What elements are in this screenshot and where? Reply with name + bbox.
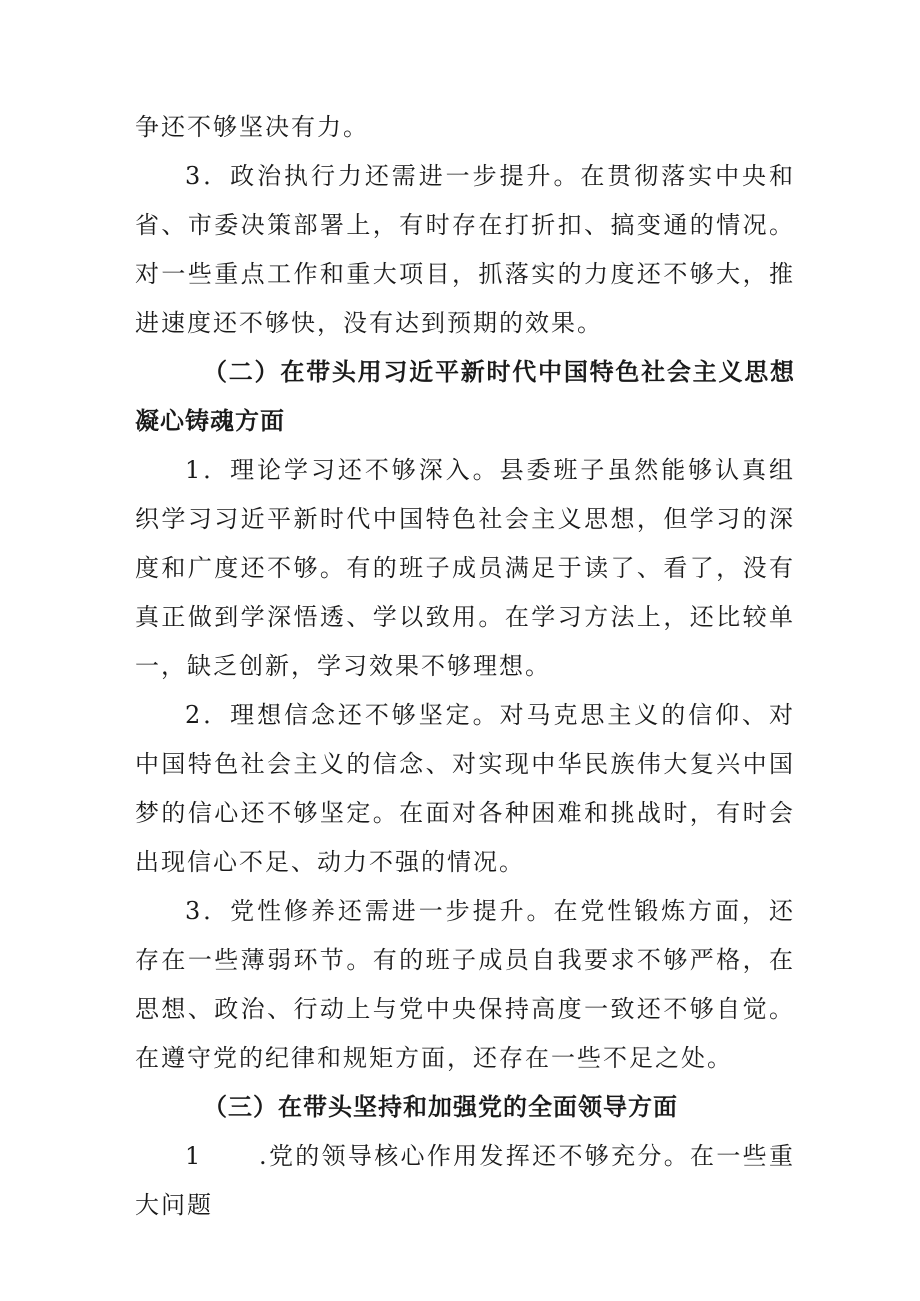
paragraph-party-cultivation: 3．党性修养还需进一步提升。在党性锻炼方面，还存在一些薄弱环节。有的班子成员自我要求不够严格，在思想、政治、行动上与党中央保持高度一致还不够自觉。在遵守党的纪律和规矩方面，还存在一些不足之处。: [135, 897, 795, 1072]
section-heading-three: （三）在带头坚持和加强党的全面领导方面: [203, 1093, 678, 1121]
item-text: .党的领导核心作用发挥还不够充分。在一些重大问题: [135, 1142, 795, 1219]
document-body: [135, 103, 795, 1230]
paragraph-ideals-beliefs: 2．理想信念还不够坚定。对马克思主义的信仰、对中国特色社会主义的信念、对实现中华民族伟大复兴中国梦的信心还不够坚定。在面对各种困难和挑战时，有时会出现信心不足、动力不强的情况。: [135, 701, 795, 876]
paragraph-theory-study: 1．理论学习还不够深入。县委班子虽然能够认真组织学习习近平新时代中国特色社会主义思想，但学习的深度和广度还不够。有的班子成员满足于读了、看了，没有真正做到学深悟透、学以致用。在学习方法上，还比较单一，缺乏创新，学习效果不够理想。: [135, 456, 795, 680]
section-heading-two: （二）在带头用习近平新时代中国特色社会主义思想凝心铸魂方面: [135, 358, 795, 435]
paragraph-leadership-core: [135, 1132, 795, 1230]
paragraph-political-execution: 3．政治执行力还需进一步提升。在贯彻落实中央和省、市委决策部署上，有时存在打折扣、搞变通的情况。对一些重点工作和重大项目，抓落实的力度还不够大，推进速度还不够快，没有达到预期的效果。: [135, 162, 795, 337]
item-number: 1: [185, 1142, 203, 1170]
paragraph-continuation: 争还不够坚决有力。: [135, 113, 369, 141]
